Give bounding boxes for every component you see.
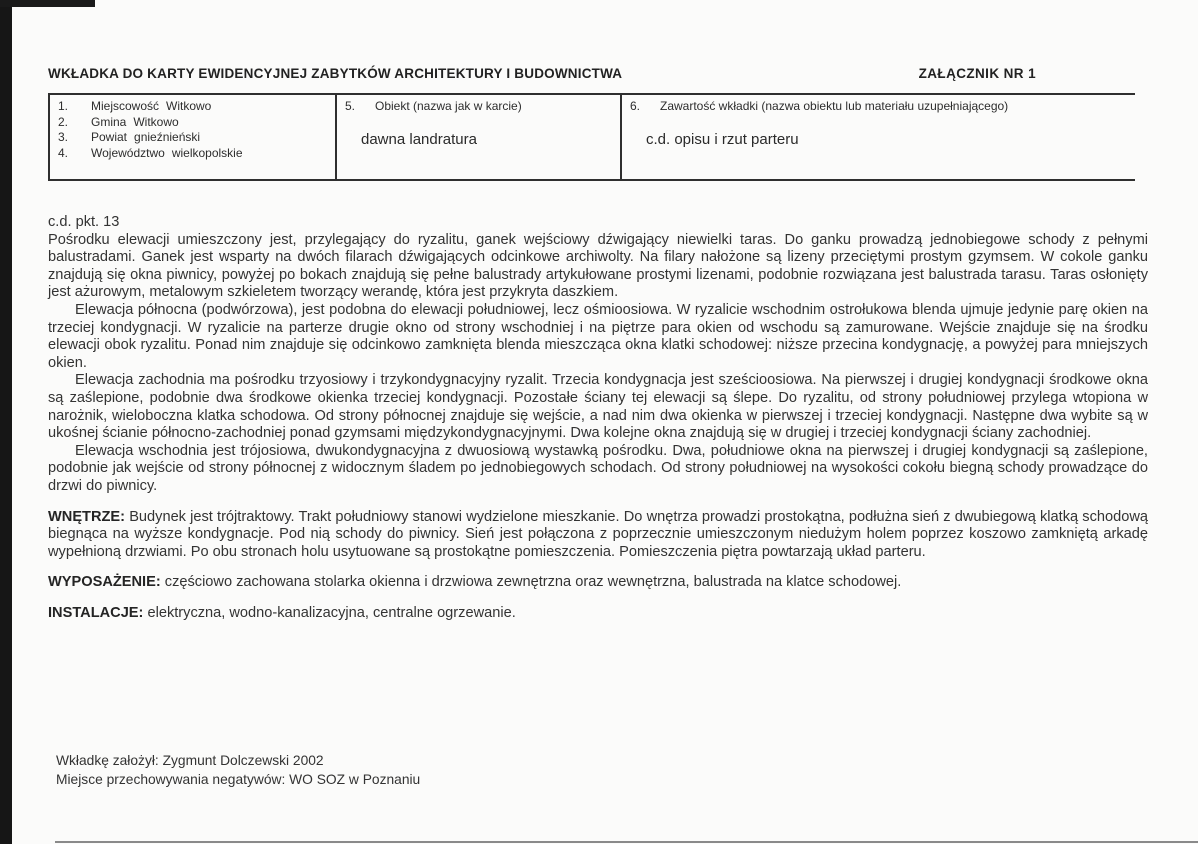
- section-heading: WNĘTRZE:: [48, 508, 126, 525]
- field-number: 2.: [58, 114, 69, 129]
- field-number: 3.: [58, 130, 69, 144]
- field-label: Powiat: [91, 130, 128, 144]
- object-field-label: [345, 99, 614, 113]
- section-instalacje: [48, 605, 1148, 623]
- scan-edge-left: [0, 0, 12, 844]
- footer-author: Wkładkę założył: Zygmunt Dolczewski 2002: [56, 753, 324, 768]
- field-powiat: [58, 130, 329, 146]
- contents-cell: [621, 94, 1135, 180]
- field-value: wielkopolskie: [171, 145, 243, 160]
- paragraph-elewacja-zachodnia: Elewacja zachodnia ma pośrodku trzyosiowy i trzykondygnacyjny ryzalit. Trzecia kondygnacja jest sześcioosiowa. Na pierwszej i drugiej kondygnacji środkowe okna są zaślepione, podobnie dwa środkowe okienka trzeciej kondygnacji. Pozostałe ściany tej elewacji są ślepe. Do ryzalitu, od strony południowej przylega wtopiona w narożnik, wieloboczna klatka schodowa. Od strony północnej znajduje się wejście, a nad nim dwa okienka w pierwszej i trzeciej kondygnacji. Następne dwa wybite są w ukośnej ścianie północno-zachodniej ponad gzymsami międzykondygnacyjnymi. Dwa kolejne okna znajdują się w drugiej i trzeciej kondygnacji ściany zachodniej.: [48, 372, 1148, 442]
- identification-table: [48, 93, 1135, 181]
- paragraph-ganek: Pośrodku elewacji umieszczony jest, przylegający do ryzalitu, ganek wejściowy dźwigający niewielki taras. Do ganku prowadzą jednobiegowe schody z pełnymi balustradami. Ganek jest wsparty na dwóch filarach dźwigających odcinkowe archiwolty. Na filary nałożone są lizeny przeciętymi prostym gzymsem. W cokole ganku znajdują się okna piwnicy, powyżej po bokach znajdują się pełne balustrady artykułowane prostymi lizenami, podobnie rozwiązana jest balustrada tarasu. Taras osłonięty jest ażurowym, metalowym szkieletem tworzący werandę, która jest przykryta daszkiem.: [48, 231, 1148, 301]
- section-text: elektryczna, wodno-kanalizacyjna, centralne ogrzewanie.: [147, 604, 516, 621]
- field-label: Zawartość wkładki (nazwa obiektu lub materiału uzupełniającego): [660, 99, 1009, 113]
- field-number: 6.: [630, 99, 641, 113]
- paragraph-elewacja-wschodnia: Elewacja wschodnia jest trójosiowa, dwukondygnacyjna z dwuosiową wystawką pośrodku. Dwa, południowe okna na pierwszej i drugiej kondygnacji są zaślepione, podobnie jak wejście od strony północnej z widocznym śladem po jednobiegowych schodach. Od strony południowej na wysokości cokołu biegną schody prowadzące do drzwi do piwnicy.: [48, 442, 1148, 494]
- document-footer: [56, 751, 420, 789]
- object-name: dawna landratura: [361, 131, 477, 148]
- field-number: 1.: [58, 99, 69, 113]
- page-title: WKŁADKA DO KARTY EWIDENCYJNEJ ZABYTKÓW ARCHITEKTURY I BUDOWNICTWA: [48, 66, 623, 81]
- field-number: 5.: [345, 99, 356, 113]
- field-label: Miejscowość: [91, 99, 160, 113]
- field-number: 4.: [58, 145, 69, 160]
- field-value: Witkowo: [166, 99, 212, 113]
- section-text: Budynek jest trójtraktowy. Trakt południowy stanowi wydzielone mieszkanie. Do wnętrza prowadzi prostokątna, podłużna sień z dwubiegową klatką schodową biegnąca na wyższe kondygnacje. Pod nią schody do piwnicy. Sień jest połączona z poprzecznie umieszczonym niedużym holem poprzez koszowo zamkniętą arkadę wypełnioną drzwiami. Po obu stronach holu usytuowane są prostokątne pomieszczenia. Pomieszczenia piętra powtarzają układ parteru.: [48, 508, 1148, 560]
- field-value: gnieźnieński: [134, 130, 201, 144]
- contents-field-label: [630, 99, 1129, 113]
- location-cell: [49, 94, 336, 180]
- scan-edge-bottom: [55, 841, 1198, 843]
- continuation-label: c.d. pkt. 13: [48, 214, 120, 230]
- section-wyposazenie: [48, 574, 1148, 592]
- field-label: Województwo: [91, 145, 165, 160]
- section-heading: INSTALACJE:: [48, 604, 144, 621]
- identification-row: [49, 94, 1135, 180]
- page-content: [48, 0, 1148, 622]
- field-gmina: [58, 115, 329, 131]
- section-wnetrze: [48, 509, 1148, 562]
- field-label: Obiekt (nazwa jak w karcie): [375, 99, 522, 113]
- field-label: Gmina: [91, 114, 127, 129]
- paragraph-elewacja-polnocna: Elewacja północna (podwórzowa), jest podobna do elewacji południowej, lecz ośmioosiowa. W ryzalicie wschodnim ostrołukowa blenda ujmuje jedynie parę okien na trzeciej kondygnacji. W ryzalicie na parterze drugie okno od strony wschodniej i na piętrze para okien od wschodu są zamurowane. Wejście znajduje się na środku elewacji obok ryzalitu. Ponad nim znajduje się odcinkowo zamknięta blenda mieszcząca okna klatki schodowej: niższe przecina kondygnację, a powyżej para mniejszych okien.: [48, 301, 1148, 371]
- annex-label: ZAŁĄCZNIK NR 1: [918, 66, 1036, 81]
- field-value: Witkowo: [133, 114, 179, 129]
- field-wojewodztwo: [58, 146, 329, 162]
- field-miejscowosc: [58, 99, 329, 115]
- section-heading: WYPOSAŻENIE:: [48, 574, 161, 591]
- section-text: częściowo zachowana stolarka okienna i drzwiowa zewnętrzna oraz wewnętrzna, balustrada na klatce schodowej.: [164, 574, 902, 591]
- description-body: [48, 214, 1148, 622]
- footer-negatives-location: Miejsce przechowywania negatywów: WO SOZ w Poznaniu: [56, 772, 421, 787]
- object-cell: [336, 94, 621, 180]
- document-header: [48, 66, 1148, 81]
- contents-value: c.d. opisu i rzut parteru: [646, 131, 799, 148]
